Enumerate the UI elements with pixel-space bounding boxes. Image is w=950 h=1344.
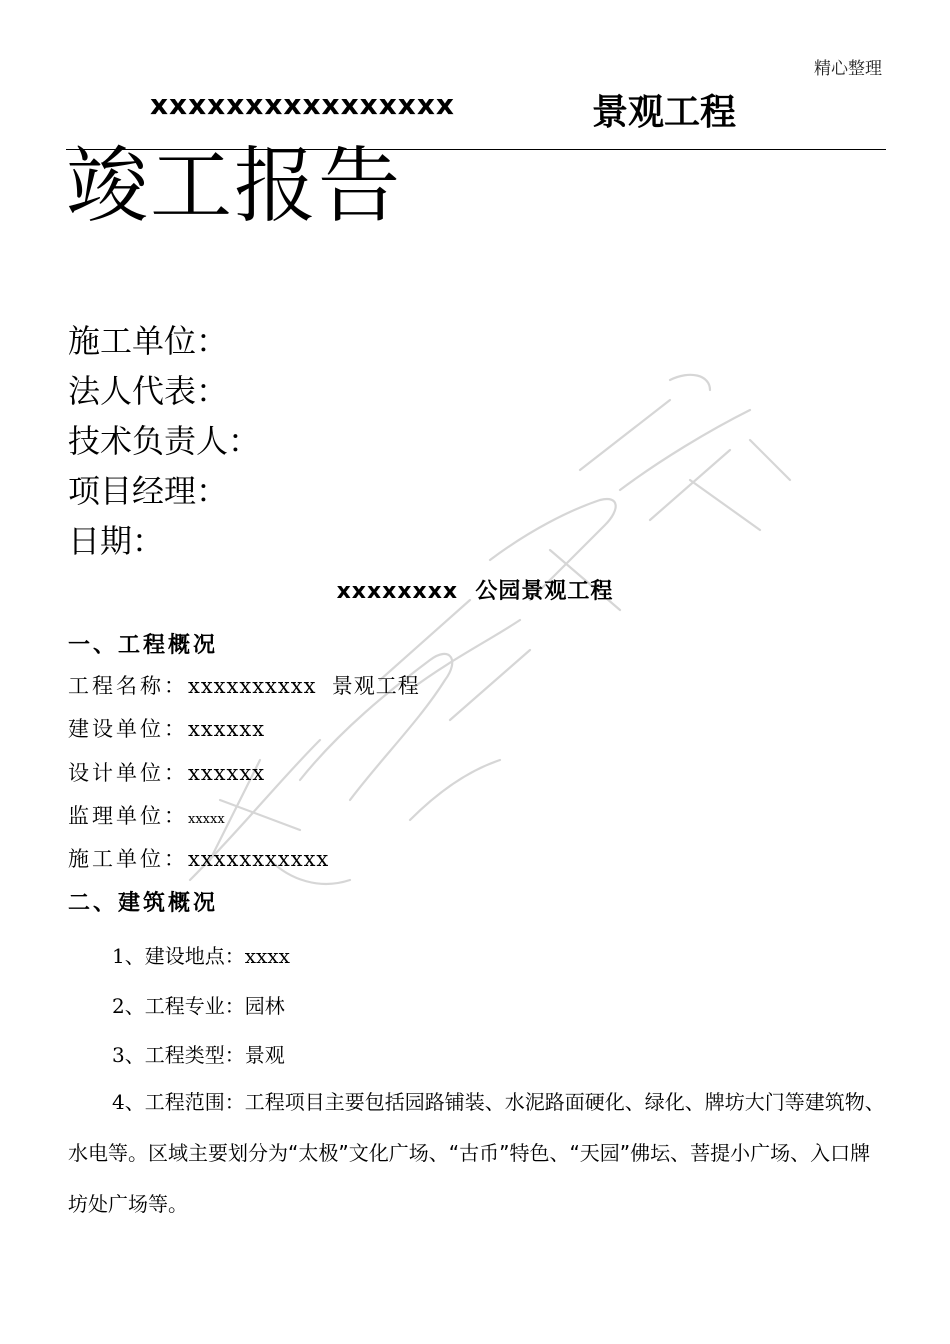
row-owner bbox=[68, 713, 265, 743]
field-legal-rep: 法人代表： bbox=[68, 372, 229, 410]
row-label: 施工单位： bbox=[68, 847, 188, 871]
list-item: 2、工程专业：园林 bbox=[112, 994, 285, 1018]
scope-paragraph: 4、工程范围：工程项目主要包括园路铺装、水泥路面硬化、绿化、牌坊大门等建筑物、水电等。区域主要划分为“太极”文化广场、“古币”特色、“天园”佛坛、菩提小广场、入口牌坊处广场等。 bbox=[68, 1090, 885, 1216]
document-title: 景观工程 bbox=[592, 92, 737, 133]
list-item: 1、建设地点：xxxx bbox=[112, 944, 290, 968]
row-value: xxxxxx bbox=[188, 761, 266, 785]
row-label: 工程名称： bbox=[68, 674, 188, 698]
row-value: xxxxxx bbox=[188, 717, 266, 741]
field-contractor: 施工单位： bbox=[68, 322, 229, 360]
row-contractor bbox=[68, 843, 329, 873]
header-note: 精心整理 bbox=[814, 59, 882, 79]
row-value: xxxxx bbox=[188, 812, 225, 827]
field-date: 日期： bbox=[68, 522, 165, 560]
list-item: 3、工程类型：景观 bbox=[112, 1043, 285, 1067]
row-label: 监理单位： bbox=[68, 804, 188, 828]
row-project-name bbox=[68, 670, 420, 700]
project-name-placeholder: xxxxxxxxxxxxxxxx bbox=[150, 88, 455, 121]
field-project-manager: 项目经理： bbox=[68, 472, 229, 510]
project-heading: xxxxxxxx 公园景观工程 bbox=[336, 579, 614, 604]
section-2-title: 二、建筑概况 bbox=[68, 891, 219, 916]
row-value: xxxxxxxxxxx bbox=[188, 847, 330, 871]
row-designer bbox=[68, 757, 265, 787]
cover-fields bbox=[68, 316, 260, 566]
section-1-title: 一、工程概况 bbox=[68, 633, 219, 658]
field-tech-lead: 技术负责人： bbox=[68, 422, 261, 460]
row-label: 设计单位： bbox=[68, 761, 188, 785]
row-supervisor bbox=[68, 800, 225, 830]
row-value: xxxxxxxxxx 景观工程 bbox=[188, 674, 420, 698]
report-title: 竣工报告 bbox=[66, 139, 403, 234]
row-label: 建设单位： bbox=[68, 717, 188, 741]
